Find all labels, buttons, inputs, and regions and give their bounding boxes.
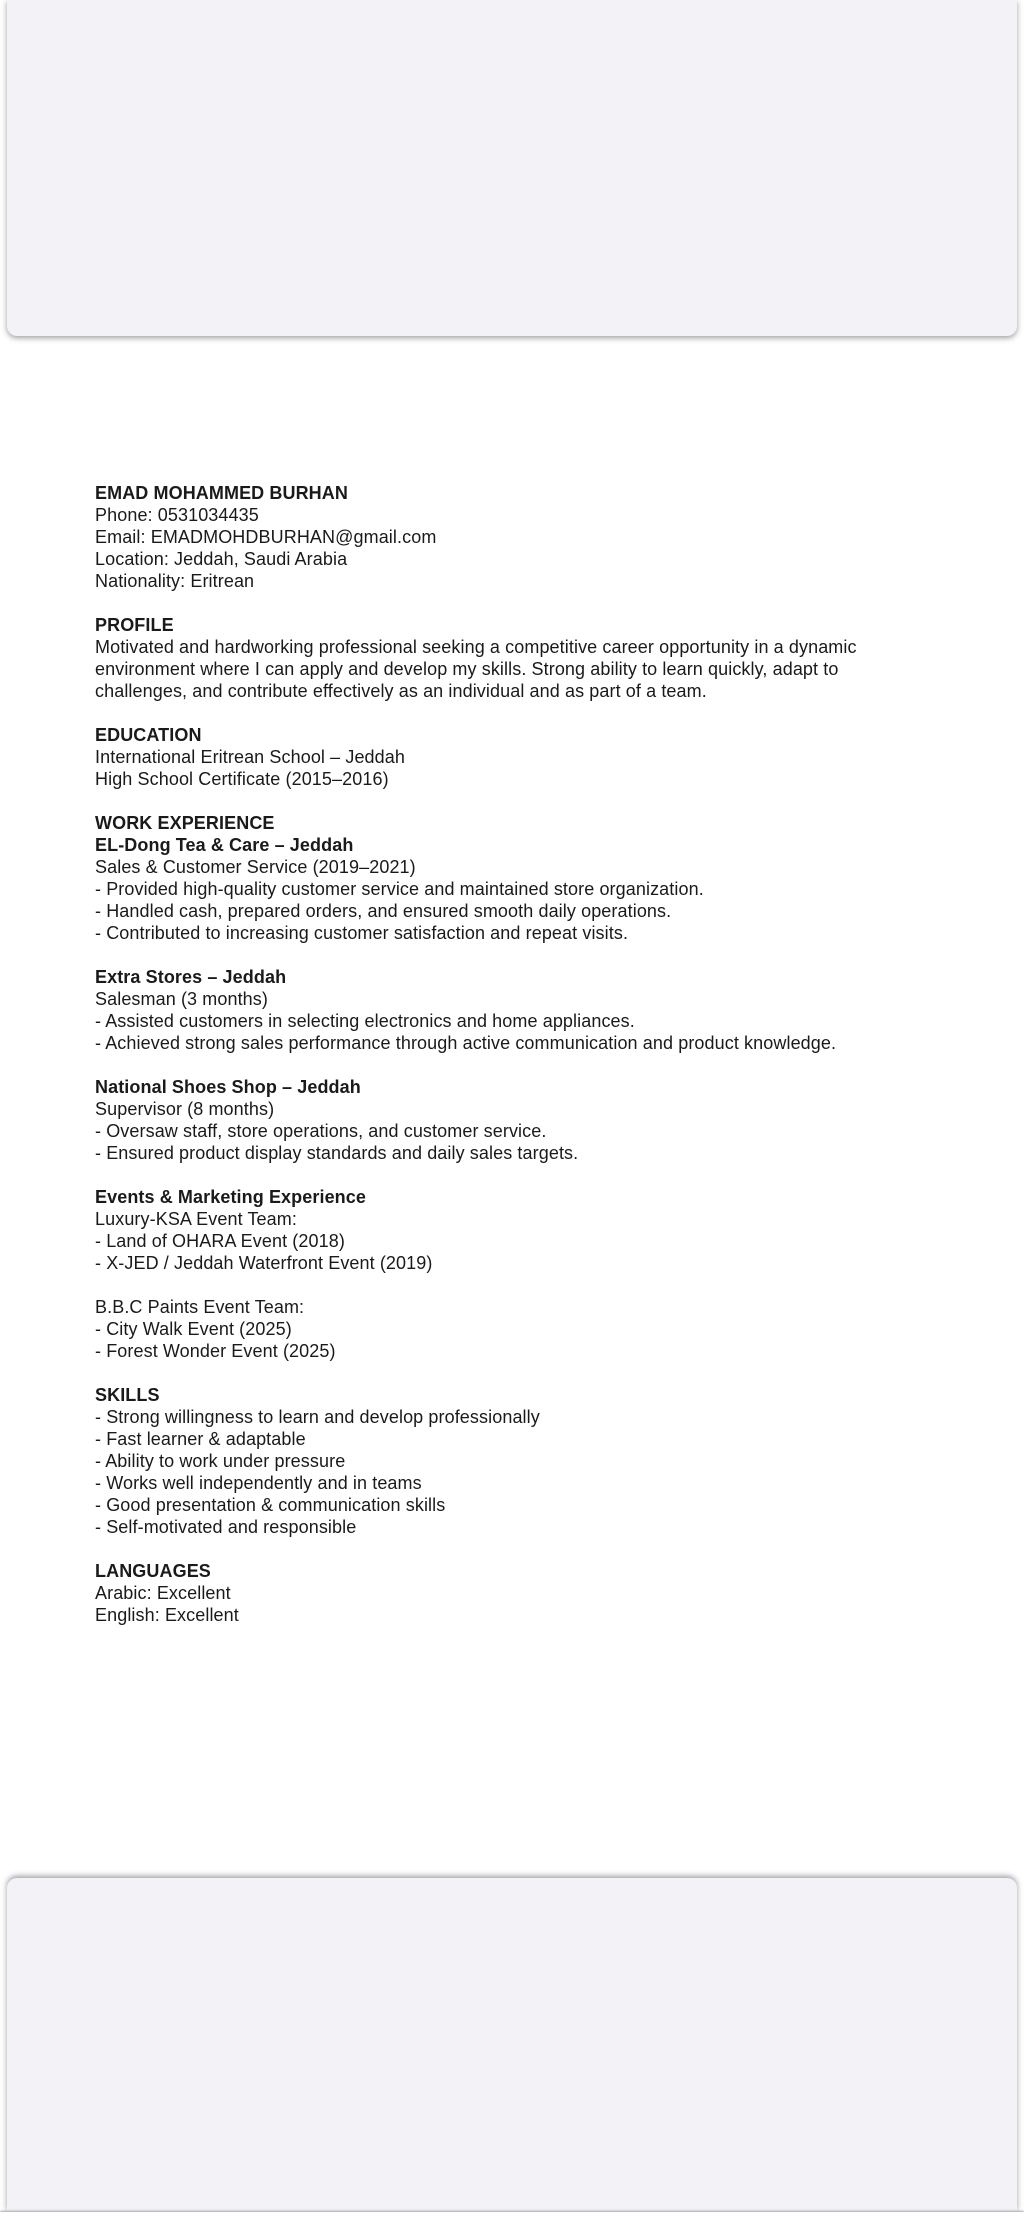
text-line: English: Excellent xyxy=(95,1605,239,1625)
text-line: Salesman (3 months) xyxy=(95,989,268,1009)
section-heading: National Shoes Shop – Jeddah xyxy=(95,1077,361,1097)
section-heading: SKILLS xyxy=(95,1385,160,1405)
section-heading: PROFILE xyxy=(95,615,174,635)
page-gap-top xyxy=(7,0,1017,336)
text-line: Sales & Customer Service (2019–2021) xyxy=(95,857,416,877)
line-gap xyxy=(95,790,935,812)
text-line: Luxury-KSA Event Team: xyxy=(95,1209,297,1229)
line-gap xyxy=(95,944,935,966)
text-line: - Achieved strong sales performance through active communication and product knowledge. xyxy=(95,1033,837,1053)
text-line: International Eritrean School – Jeddah xyxy=(95,747,406,767)
section-heading: Extra Stores – Jeddah xyxy=(95,967,287,987)
section-heading: LANGUAGES xyxy=(95,1561,211,1581)
text-line: - Strong willingness to learn and develop professionally xyxy=(95,1407,540,1427)
text-line: - Good presentation & communication skills xyxy=(95,1495,446,1515)
text-line: B.B.C Paints Event Team: xyxy=(95,1297,305,1317)
text-line: - Handled cash, prepared orders, and ensured smooth daily operations. xyxy=(95,901,672,921)
document-body xyxy=(0,336,1024,1626)
text-line: - Contributed to increasing customer satisfaction and repeat visits. xyxy=(95,923,629,943)
text-line: - Oversaw staff, store operations, and customer service. xyxy=(95,1121,547,1141)
line-gap xyxy=(95,702,935,724)
line-gap xyxy=(95,592,935,614)
text-line: - Forest Wonder Event (2025) xyxy=(95,1341,336,1361)
text-line: Email: EMADMOHDBURHAN@gmail.com xyxy=(95,527,437,547)
page-gap-bottom xyxy=(7,1878,1017,2212)
text-line: - City Walk Event (2025) xyxy=(95,1319,292,1339)
text-line: Arabic: Excellent xyxy=(95,1583,231,1603)
text-line: Location: Jeddah, Saudi Arabia xyxy=(95,549,348,569)
text-line: - Provided high-quality customer service and maintained store organization. xyxy=(95,879,704,899)
text-line: - Self-motivated and responsible xyxy=(95,1517,357,1537)
resume-page xyxy=(0,336,1024,1878)
text-line: - Assisted customers in selecting electronics and home appliances. xyxy=(95,1011,635,1031)
text-line: - Ensured product display standards and daily sales targets. xyxy=(95,1143,579,1163)
text-line: - Land of OHARA Event (2018) xyxy=(95,1231,345,1251)
text-line: Phone: 0531034435 xyxy=(95,505,259,525)
text-line: Supervisor (8 months) xyxy=(95,1099,275,1119)
line-gap xyxy=(95,1538,935,1560)
line-gap xyxy=(95,1054,935,1076)
section-heading: EDUCATION xyxy=(95,725,202,745)
line-gap xyxy=(95,1274,935,1296)
text-line: High School Certificate (2015–2016) xyxy=(95,769,389,789)
section-heading: Events & Marketing Experience xyxy=(95,1187,367,1207)
text-line: - Works well independently and in teams xyxy=(95,1473,422,1493)
text-line: - Ability to work under pressure xyxy=(95,1451,346,1471)
line-gap xyxy=(95,1164,935,1186)
section-heading: EL-Dong Tea & Care – Jeddah xyxy=(95,835,354,855)
text-line: Motivated and hardworking professional seeking a competitive career opportunity in a dynamic environment where I can apply and develop my skills. Strong ability to learn quickly, adapt to challenges, and contribute effectively as an individual and as part of a team. xyxy=(95,637,857,701)
next-page-top-edge xyxy=(0,2212,1024,2216)
text-line: Nationality: Eritrean xyxy=(95,571,255,591)
section-heading: WORK EXPERIENCE xyxy=(95,813,275,833)
section-heading: EMAD MOHAMMED BURHAN xyxy=(95,483,348,503)
line-gap xyxy=(95,1362,935,1384)
text-line: - Fast learner & adaptable xyxy=(95,1429,306,1449)
text-line: - X-JED / Jeddah Waterfront Event (2019) xyxy=(95,1253,433,1273)
